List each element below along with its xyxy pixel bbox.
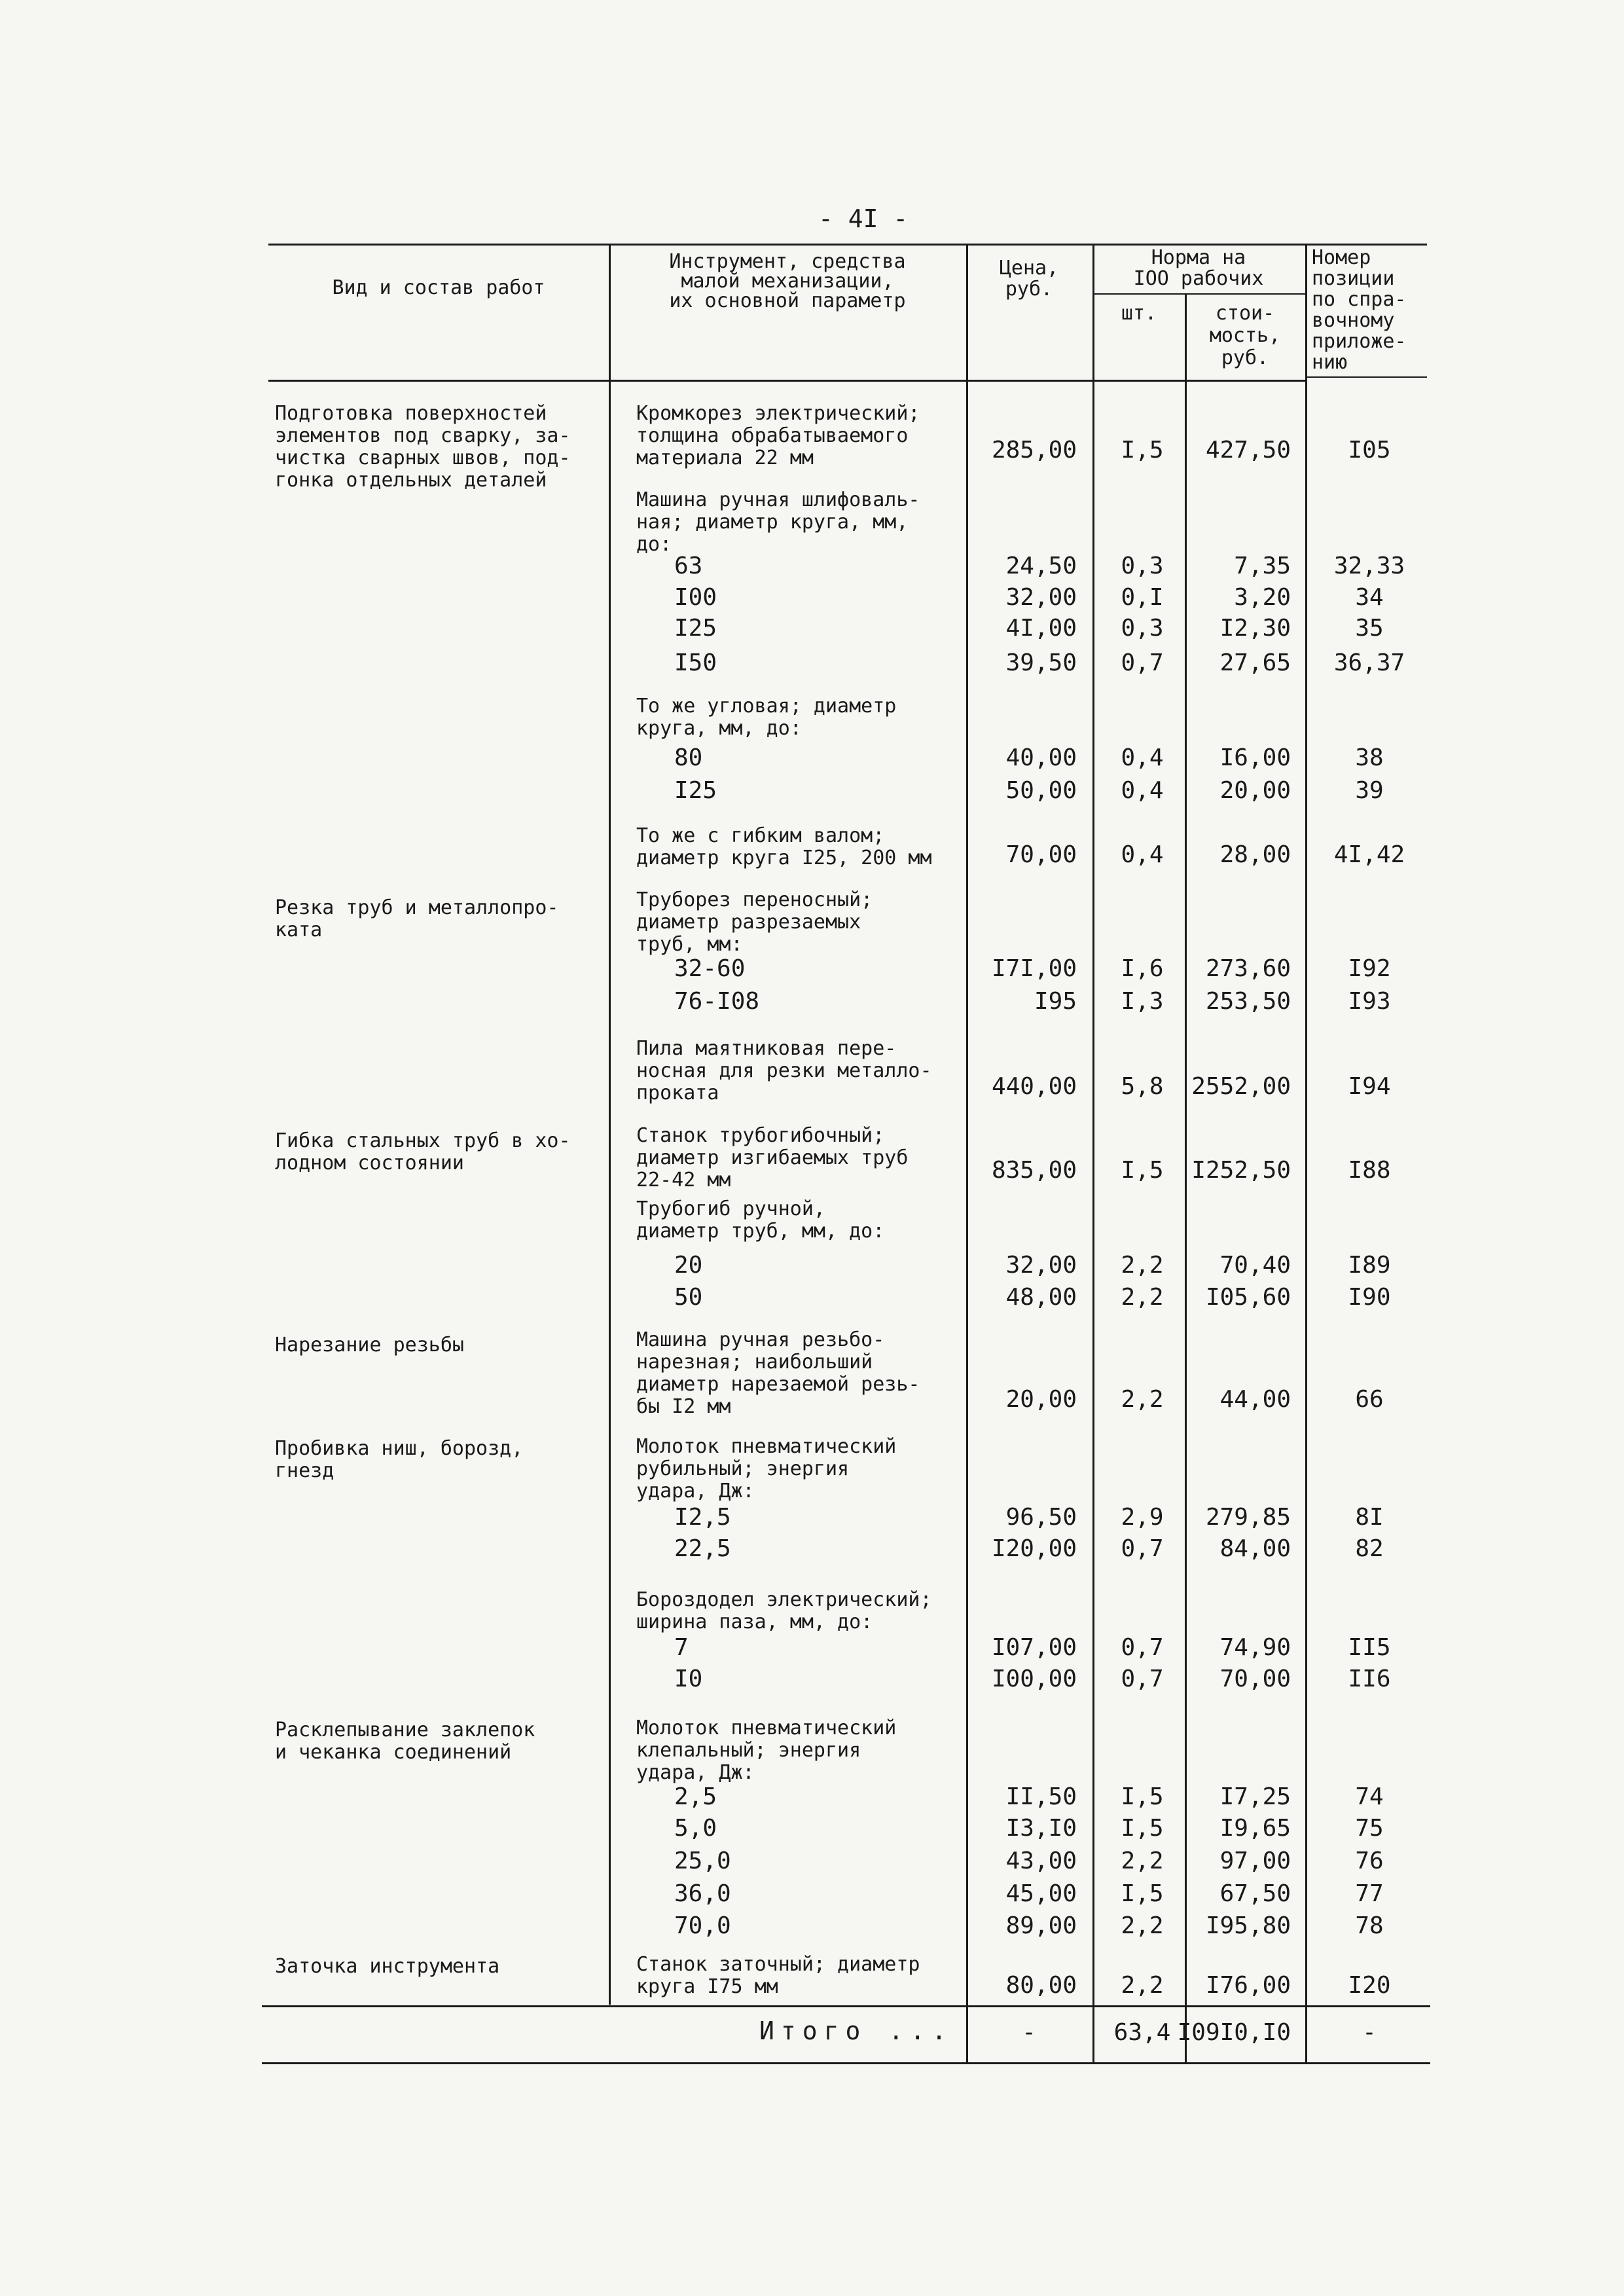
tool-parameter: 22,5 — [674, 1535, 731, 1562]
pieces-cell: 0,3 — [1121, 615, 1164, 642]
work-description: Заточка инструмента — [275, 1955, 500, 1978]
position-cell: 76 — [1355, 1848, 1384, 1874]
tool-description: Трубогиб ручной, — [636, 1197, 825, 1220]
tool-description: диаметр разрезаемых — [636, 911, 861, 934]
work-description: элементов под сварку, за- — [275, 424, 571, 447]
position-cell: I93 — [1348, 988, 1391, 1015]
tool-description: до: — [636, 533, 672, 556]
cost-cell: 44,00 — [1219, 1386, 1291, 1413]
cost-cell: 273,60 — [1205, 955, 1291, 982]
pieces-cell: I,3 — [1121, 988, 1164, 1015]
price-cell: 32,00 — [1005, 1252, 1077, 1279]
pieces-cell: 5,8 — [1121, 1073, 1164, 1100]
work-description: Резка труб и металлопро- — [275, 896, 559, 919]
pieces-cell: 2,2 — [1121, 1252, 1164, 1279]
cost-cell: 7,35 — [1234, 553, 1291, 579]
tool-description: диаметр изгибаемых труб — [636, 1146, 909, 1169]
tool-parameter: 80 — [674, 744, 703, 771]
header-position: приложе- — [1312, 330, 1407, 353]
price-cell: 80,00 — [1005, 1972, 1077, 1999]
page-number: - 4I - — [818, 204, 909, 233]
table-bottom-rule — [262, 2062, 1430, 2064]
cost-cell: I2,30 — [1219, 615, 1291, 642]
price-cell: 32,00 — [1005, 584, 1077, 611]
price-cell: 45,00 — [1005, 1880, 1077, 1907]
pieces-cell: I,6 — [1121, 955, 1164, 982]
position-cell: 78 — [1355, 1912, 1384, 1939]
position-header-rule — [1305, 376, 1427, 378]
tool-parameter: 76-I08 — [674, 988, 760, 1015]
cost-cell: I05,60 — [1205, 1284, 1291, 1311]
cost-cell: I95,80 — [1205, 1912, 1291, 1939]
header-position: Номер — [1312, 246, 1371, 269]
cost-cell: 2552,00 — [1191, 1073, 1291, 1100]
header-position: по спра- — [1312, 288, 1407, 311]
tool-parameter: 20 — [674, 1252, 703, 1279]
tool-parameter: I00 — [674, 584, 717, 611]
position-cell: 8I — [1355, 1504, 1384, 1531]
tool-description: 22-42 мм — [636, 1169, 731, 1192]
tool-description: бы I2 мм — [636, 1395, 731, 1418]
tool-parameter: I50 — [674, 649, 717, 676]
tool-parameter: 2,5 — [674, 1783, 717, 1810]
work-description: Подготовка поверхностей — [275, 402, 547, 425]
position-cell: I20 — [1348, 1972, 1391, 1999]
price-cell: 835,00 — [991, 1157, 1077, 1184]
price-cell: I07,00 — [991, 1634, 1077, 1661]
pieces-cell: 2,2 — [1121, 1912, 1164, 1939]
header-pcs: шт. — [1121, 302, 1157, 325]
header-norm: Норма на — [1151, 246, 1246, 269]
tool-description: Пила маятниковая пере- — [636, 1037, 897, 1060]
tool-description: То же с гибким валом; — [636, 824, 885, 847]
total-pieces: 63,4 — [1113, 2019, 1171, 2046]
tool-description: Молоток пневматический — [636, 1717, 897, 1740]
tool-description: То же угловая; диаметр — [636, 695, 897, 718]
total-position: - — [1362, 2019, 1377, 2046]
price-cell: 96,50 — [1005, 1504, 1077, 1531]
tool-description: Кромкорез электрический; — [636, 402, 920, 425]
price-cell: 4I,00 — [1005, 615, 1077, 642]
price-cell: 39,50 — [1005, 649, 1077, 676]
position-cell: 38 — [1355, 744, 1384, 771]
pieces-cell: 0,4 — [1121, 744, 1164, 771]
header-position: нию — [1312, 351, 1348, 374]
cost-cell: 427,50 — [1205, 437, 1291, 464]
tool-description: удара, Дж: — [636, 1761, 755, 1784]
position-cell: 4I,42 — [1333, 841, 1405, 868]
tool-description: Машина ручная шлифоваль- — [636, 488, 920, 511]
price-cell: 440,00 — [991, 1073, 1077, 1100]
col-divider-work — [609, 244, 611, 2005]
header-position: позиции — [1312, 267, 1395, 290]
tool-description: удара, Дж: — [636, 1480, 755, 1503]
cost-cell: 70,40 — [1219, 1252, 1291, 1279]
cost-cell: 3,20 — [1234, 584, 1291, 611]
header-cost: мость, — [1209, 324, 1281, 347]
cost-cell: I76,00 — [1205, 1972, 1291, 1999]
header-norm: IOO рабочих — [1133, 267, 1264, 290]
tool-description: клепальный; энергия — [636, 1739, 861, 1762]
tool-parameter: 70,0 — [674, 1912, 731, 1939]
total-label: Итого ... — [759, 2016, 953, 2045]
header-cost: стои- — [1215, 302, 1275, 325]
tool-parameter: 7 — [674, 1634, 689, 1661]
price-cell: I7I,00 — [991, 955, 1077, 982]
cost-cell: 84,00 — [1219, 1535, 1291, 1562]
work-description: Пробивка ниш, борозд, — [275, 1437, 524, 1460]
price-cell: II,50 — [1005, 1783, 1077, 1810]
price-cell: I95 — [1034, 988, 1077, 1015]
tool-description: нарезная; наибольший — [636, 1351, 873, 1374]
tool-description: Бороздодел электрический; — [636, 1588, 932, 1611]
pieces-cell: I,5 — [1121, 1880, 1164, 1907]
position-cell: 36,37 — [1333, 649, 1405, 676]
header-tool: Инструмент, средства — [669, 250, 906, 273]
tool-description: круга, мм, до: — [636, 717, 802, 740]
pieces-cell: 2,9 — [1121, 1504, 1164, 1531]
price-cell: I3,I0 — [1005, 1815, 1077, 1842]
work-description: лодном состоянии — [275, 1152, 464, 1175]
tool-parameter: 36,0 — [674, 1880, 731, 1907]
header-tool: малой механизации, — [681, 270, 894, 293]
price-cell: I20,00 — [991, 1535, 1077, 1562]
position-cell: 82 — [1355, 1535, 1384, 1562]
tool-parameter: 5,0 — [674, 1815, 717, 1842]
tool-description: носная для резки металло- — [636, 1059, 932, 1082]
tool-description: ширина паза, мм, до: — [636, 1611, 873, 1633]
price-cell: 24,50 — [1005, 553, 1077, 579]
tool-description: диаметр нарезаемой резь- — [636, 1373, 920, 1396]
price-cell: I00,00 — [991, 1666, 1077, 1692]
pieces-cell: I,5 — [1121, 1815, 1164, 1842]
tool-description: Машина ручная резьбо- — [636, 1328, 885, 1351]
tool-description: диаметр круга I25, 200 мм — [636, 847, 932, 869]
tool-parameter: 50 — [674, 1284, 703, 1311]
header-price: Цена, — [999, 257, 1059, 280]
cost-cell: 67,50 — [1219, 1880, 1291, 1907]
cost-cell: I9,65 — [1219, 1815, 1291, 1842]
pieces-cell: 2,2 — [1121, 1284, 1164, 1311]
tool-description: ная; диаметр круга, мм, — [636, 511, 909, 534]
pieces-cell: 0,4 — [1121, 777, 1164, 804]
total-cost: I09I0,I0 — [1177, 2019, 1291, 2046]
cost-cell: 28,00 — [1219, 841, 1291, 868]
header-position: вочному — [1312, 309, 1395, 332]
total-top-rule — [262, 2005, 1430, 2007]
position-cell: II5 — [1348, 1634, 1391, 1661]
price-cell: 70,00 — [1005, 841, 1077, 868]
position-cell: I89 — [1348, 1252, 1391, 1279]
cost-cell: 74,90 — [1219, 1634, 1291, 1661]
price-cell: 89,00 — [1005, 1912, 1077, 1939]
price-cell: 285,00 — [991, 437, 1077, 464]
position-cell: 35 — [1355, 615, 1384, 642]
position-cell: II6 — [1348, 1666, 1391, 1692]
tool-parameter: I25 — [674, 777, 717, 804]
position-cell: 32,33 — [1333, 553, 1405, 579]
work-description: Нарезание резьбы — [275, 1334, 464, 1357]
total-price: - — [1022, 2019, 1036, 2046]
work-description: Расклепывание заклепок — [275, 1719, 535, 1741]
pieces-cell: I,5 — [1121, 1783, 1164, 1810]
position-cell: 77 — [1355, 1880, 1384, 1907]
tool-description: Молоток пневматический — [636, 1435, 897, 1458]
position-cell: 66 — [1355, 1386, 1384, 1413]
pieces-cell: 0,I — [1121, 584, 1164, 611]
price-cell: 20,00 — [1005, 1386, 1077, 1413]
pieces-cell: 0,7 — [1121, 1634, 1164, 1661]
cost-cell: 20,00 — [1219, 777, 1291, 804]
work-description: ката — [275, 919, 323, 941]
price-cell: 50,00 — [1005, 777, 1077, 804]
pieces-cell: 0,3 — [1121, 553, 1164, 579]
price-cell: 43,00 — [1005, 1848, 1077, 1874]
price-cell: 48,00 — [1005, 1284, 1077, 1311]
tool-parameter: I25 — [674, 615, 717, 642]
header-bottom-rule — [268, 380, 1305, 382]
header-cost: руб. — [1221, 346, 1269, 369]
work-description: и чеканка соединений — [275, 1741, 512, 1764]
cost-cell: 70,00 — [1219, 1666, 1291, 1692]
header-work: Вид и состав работ — [332, 276, 545, 299]
position-cell: I90 — [1348, 1284, 1391, 1311]
tool-parameter: 32-60 — [674, 955, 746, 982]
cost-cell: I6,00 — [1219, 744, 1291, 771]
header-tool: их основной параметр — [669, 289, 906, 312]
table-top-rule — [268, 244, 1427, 246]
pieces-cell: 2,2 — [1121, 1972, 1164, 1999]
position-cell: 74 — [1355, 1783, 1384, 1810]
position-cell: I05 — [1348, 437, 1391, 464]
tool-parameter: 25,0 — [674, 1848, 731, 1874]
pieces-cell: I,5 — [1121, 437, 1164, 464]
tool-description: толщина обрабатываемого — [636, 424, 909, 447]
tool-description: труб, мм: — [636, 933, 743, 956]
cost-cell: I7,25 — [1219, 1783, 1291, 1810]
pieces-cell: I,5 — [1121, 1157, 1164, 1184]
position-cell: 34 — [1355, 584, 1384, 611]
position-cell: 75 — [1355, 1815, 1384, 1842]
tool-description: Труборез переносный; — [636, 888, 873, 911]
cost-cell: 253,50 — [1205, 988, 1291, 1015]
position-cell: I94 — [1348, 1073, 1391, 1100]
col-divider-cost — [1305, 244, 1307, 2062]
pieces-cell: 0,7 — [1121, 649, 1164, 676]
pieces-cell: 0,7 — [1121, 1666, 1164, 1692]
tool-parameter: I2,5 — [674, 1504, 731, 1531]
tool-description: Станок заточный; диаметр — [636, 1953, 920, 1976]
pieces-cell: 0,4 — [1121, 841, 1164, 868]
position-cell: 39 — [1355, 777, 1384, 804]
work-description: Гибка стальных труб в хо- — [275, 1129, 571, 1152]
work-description: гнезд — [275, 1459, 334, 1482]
price-cell: 40,00 — [1005, 744, 1077, 771]
tool-parameter: 63 — [674, 553, 703, 579]
pieces-cell: 2,2 — [1121, 1386, 1164, 1413]
tool-description: проката — [636, 1082, 719, 1104]
cost-cell: 27,65 — [1219, 649, 1291, 676]
norm-subheader-rule — [1092, 293, 1305, 295]
tool-description: Станок трубогибочный; — [636, 1124, 885, 1147]
tool-description: диаметр труб, мм, до: — [636, 1220, 885, 1243]
tool-description: рубильный; энергия — [636, 1457, 850, 1480]
cost-cell: 279,85 — [1205, 1504, 1291, 1531]
col-divider-price — [1092, 244, 1094, 2062]
cost-cell: 97,00 — [1219, 1848, 1291, 1874]
work-description: гонка отдельных деталей — [275, 469, 547, 492]
header-price: руб. — [1005, 278, 1053, 301]
position-cell: I92 — [1348, 955, 1391, 982]
work-description: чистка сварных швов, под- — [275, 446, 571, 469]
tool-parameter: I0 — [674, 1666, 703, 1692]
tool-description: круга I75 мм — [636, 1975, 778, 1998]
cost-cell: I252,50 — [1191, 1157, 1291, 1184]
position-cell: I88 — [1348, 1157, 1391, 1184]
tool-description: материала 22 мм — [636, 446, 814, 469]
pieces-cell: 2,2 — [1121, 1848, 1164, 1874]
pieces-cell: 0,7 — [1121, 1535, 1164, 1562]
